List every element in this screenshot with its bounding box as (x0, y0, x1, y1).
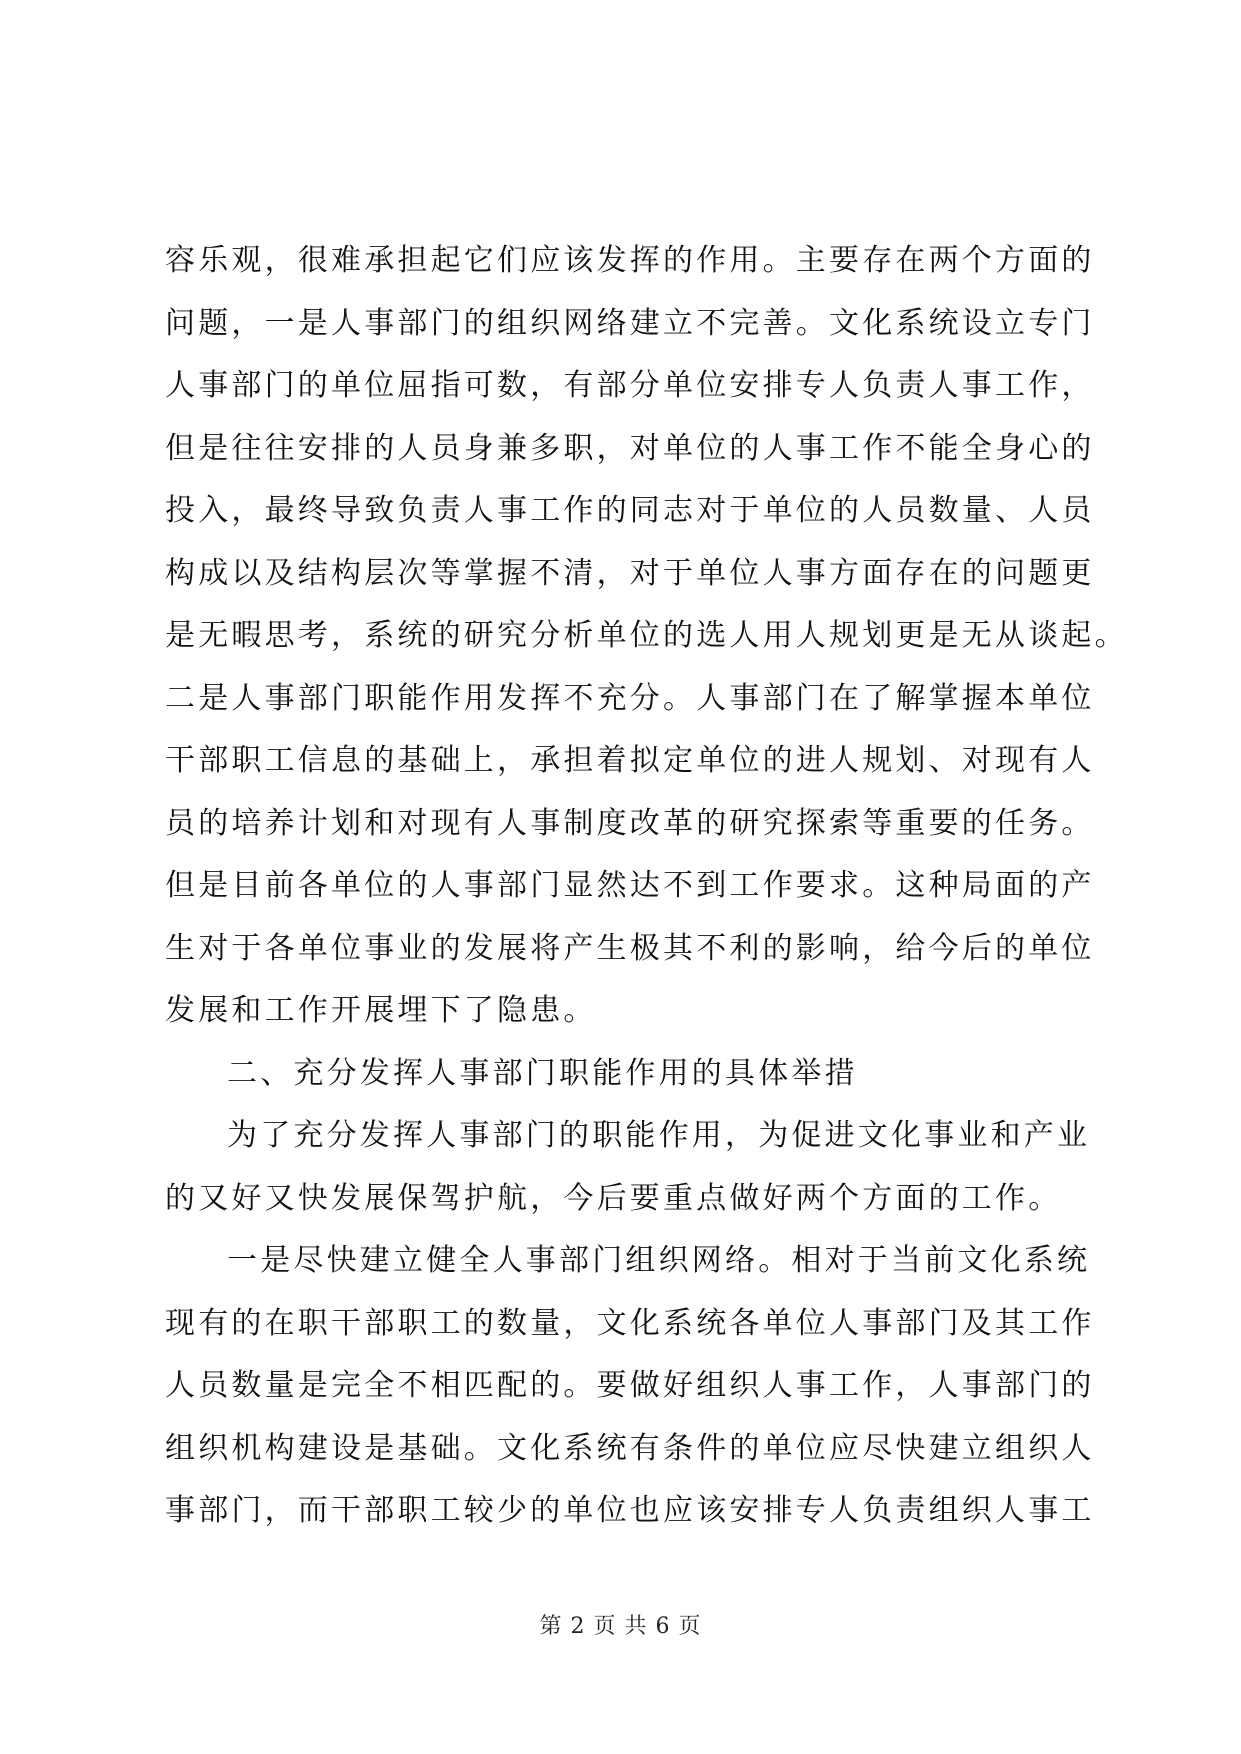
body-line: 人员数量是完全不相匹配的。要做好组织人事工作，人事部门的 (165, 1368, 1095, 1403)
body-line: 为了充分发挥人事部门的职能作用，为促进文化事业和产业 (227, 1118, 1091, 1153)
body-line: 但是往往安排的人员身兼多职，对单位的人事工作不能全身心的 (165, 430, 1095, 466)
body-line: 生对于各单位事业的发展将产生极其不利的影响，给今后的单位 (165, 930, 1095, 966)
page-number-footer: 第 2 页 共 6 页 (539, 1614, 702, 1639)
document-body (165, 230, 1128, 1543)
body-line: 组织机构建设是基础。文化系统有条件的单位应尽快建立组织人 (165, 1430, 1095, 1466)
body-line: 事部门，而干部职工较少的单位也应该安排专人负责组织人事工 (165, 1493, 1095, 1528)
body-line: 容乐观，很难承担起它们应该发挥的作用。主要存在两个方面的 (165, 243, 1095, 278)
body-line: 干部职工信息的基础上，承担着拟定单位的进人规划、对现有人 (165, 743, 1095, 778)
body-line: 二是人事部门职能作用发挥不充分。人事部门在了解掌握本单位 (165, 680, 1095, 716)
body-line: 构成以及结构层次等掌握不清，对于单位人事方面存在的问题更 (165, 555, 1095, 591)
section-heading: 二、充分发挥人事部门职能作用的具体举措 (227, 1055, 858, 1091)
body-line: 一是尽快建立健全人事部门组织网络。相对于当前文化系统 (227, 1243, 1091, 1278)
body-line: 人事部门的单位屈指可数，有部分单位安排专人负责人事工作， (165, 368, 1095, 403)
body-line: 投入，最终导致负责人事工作的同志对于单位的人员数量、人员 (165, 493, 1095, 528)
body-line: 是无暇思考，系统的研究分析单位的选人用人规划更是无从谈起。 (165, 618, 1128, 653)
body-line: 员的培养计划和对现有人事制度改革的研究探索等重要的任务。 (165, 805, 1095, 841)
body-line: 但是目前各单位的人事部门显然达不到工作要求。这种局面的产 (165, 868, 1095, 903)
body-line: 发展和工作开展埋下了隐患。 (165, 993, 597, 1028)
body-line: 现有的在职干部职工的数量，文化系统各单位人事部门及其工作 (165, 1305, 1095, 1341)
body-line: 的又好又快发展保驾护航，今后要重点做好两个方面的工作。 (165, 1180, 1062, 1216)
body-line: 问题，一是人事部门的组织网络建立不完善。文化系统设立专门 (165, 305, 1095, 341)
